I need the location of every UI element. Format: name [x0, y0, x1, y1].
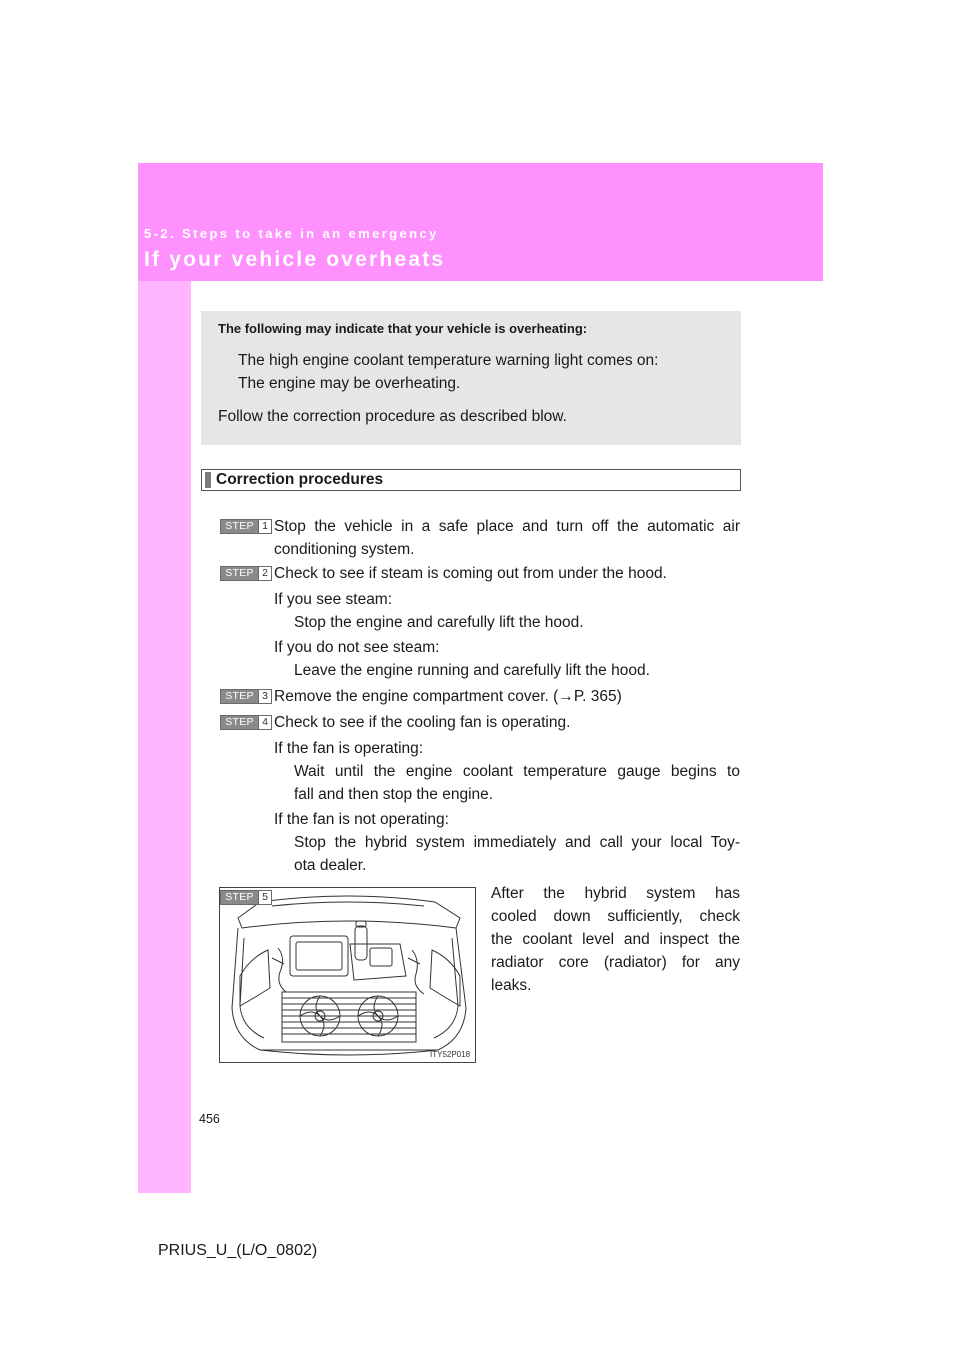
step-4-case-2-line-1: Stop the hybrid system immediately and call your local Toy-: [294, 834, 740, 851]
step-badge-2: [220, 566, 272, 581]
step-2-text: Check to see if steam is coming out from under the hood.: [274, 565, 667, 582]
step-1-line-2: conditioning system.: [274, 541, 415, 558]
step-4-case-2-condition: If the fan is not operating:: [274, 811, 449, 828]
step-2-case-1-action: Stop the engine and carefully lift the hood.: [294, 614, 584, 631]
footer-doc-code: PRIUS_U_(L/O_0802): [158, 1242, 318, 1259]
step-2-case-2-condition: If you do not see steam:: [274, 639, 440, 656]
step-4-case-1-line-2: fall and then stop the engine.: [294, 786, 494, 803]
step-1-line-1: Stop the vehicle in a safe place and turn off the automatic air: [274, 518, 740, 535]
info-follow: Follow the correction procedure as described blow.: [218, 408, 567, 425]
step-5-line-1: After the hybrid system has: [491, 885, 740, 902]
step-3-text: [274, 687, 622, 707]
step-4-case-1-line-1: Wait until the engine coolant temperature gauge begins to: [294, 763, 740, 780]
step-badge-label: STEP: [225, 567, 254, 579]
section-heading: 5-2. Steps to take in an emergency: [144, 226, 439, 241]
page-title: If your vehicle overheats: [144, 248, 446, 271]
step-4-case-2-line-2: ota dealer.: [294, 857, 367, 874]
step-3-text-main: Remove the engine compartment cover. (: [274, 688, 559, 705]
step-badge-5: [220, 890, 272, 905]
step-badge-1: [220, 519, 272, 534]
info-line-2: The engine may be overheating.: [238, 375, 461, 392]
step-badge-label: STEP: [225, 520, 254, 532]
arrow-right-icon: →: [558, 688, 574, 705]
step-2-case-2-action: Leave the engine running and carefully lift the hood.: [294, 662, 650, 679]
step-badge-label: STEP: [225, 690, 254, 702]
info-heading: The following may indicate that your vehicle is overheating:: [218, 321, 588, 336]
step-badge-number: 3: [258, 690, 271, 703]
step-4-text: Check to see if the cooling fan is operating.: [274, 714, 571, 731]
step-5-line-4: radiator core (radiator) for any: [491, 954, 740, 971]
heading-marker: [205, 472, 211, 488]
step-badge-number: 1: [258, 520, 271, 533]
page-number: 456: [199, 1112, 220, 1126]
page-reference: P. 365): [573, 688, 622, 705]
step-badge-number: 5: [258, 891, 271, 904]
step-5-line-5: leaks.: [491, 977, 532, 994]
step-badge-number: 2: [258, 567, 271, 580]
step-4-case-1-condition: If the fan is operating:: [274, 740, 424, 757]
step-badge-3: [220, 689, 272, 704]
step-badge-label: STEP: [225, 891, 254, 903]
step-5-line-2: cooled down sufficiently, check: [491, 908, 740, 925]
step-badge-4: [220, 715, 272, 730]
info-line-1: The high engine coolant temperature warning light comes on:: [238, 352, 659, 369]
engine-bay-illustration: [219, 887, 476, 1063]
figure-code: ITY52P018: [430, 1050, 471, 1059]
step-2-case-1-condition: If you see steam:: [274, 591, 393, 608]
correction-heading: Correction procedures: [216, 471, 384, 488]
step-5-line-3: the coolant level and inspect the: [491, 931, 740, 948]
step-badge-number: 4: [258, 716, 271, 729]
side-tab: [138, 281, 191, 1193]
engine-bay-drawing: [220, 888, 476, 1063]
step-badge-label: STEP: [225, 716, 254, 728]
